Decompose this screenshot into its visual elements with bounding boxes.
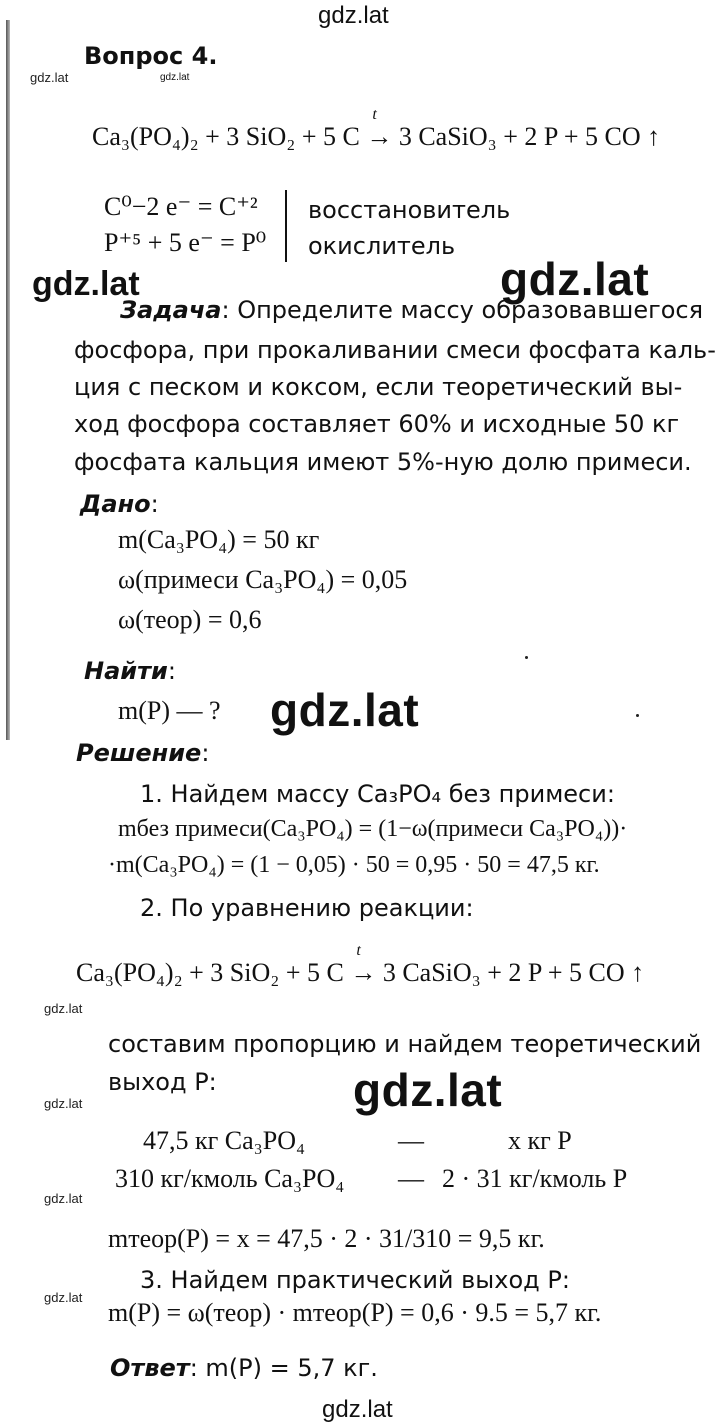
- given-line: m(Ca₃PO₄) = 50 кг: [118, 525, 320, 554]
- watermark-small: gdz.lat: [44, 1191, 83, 1206]
- task-label: Задача: [120, 296, 222, 324]
- watermark-large: gdz.lat: [32, 265, 140, 303]
- proportion-left: 47,5 кг Ca₃PO₄: [143, 1126, 306, 1155]
- stray-mark: [525, 656, 528, 659]
- task-line: ция с песком и коксом, если теоретический вы-: [74, 373, 683, 401]
- solution-text: составим пропорцию и найдем теоретический: [108, 1030, 702, 1058]
- given-heading: Дано:: [80, 490, 159, 518]
- redox-line-2: P⁺⁵ + 5 e⁻ = P⁰: [104, 228, 267, 257]
- watermark-large: gdz.lat: [500, 253, 650, 305]
- theoretical-yield-eq: mтеор(P) = x = 47,5 · 2 · 31/310 = 9,5 кг.: [108, 1224, 545, 1253]
- proportion-dash: —: [398, 1164, 424, 1193]
- watermark-small: gdz.lat: [44, 1290, 83, 1305]
- watermark-small: gdz.lat: [44, 1096, 83, 1111]
- task-line-1: Задача: Определите массу образовавшегося: [120, 296, 704, 324]
- solution-step-3: 3. Найдем практический выход P:: [140, 1266, 570, 1294]
- proportion-right: 2 · 31 кг/кмоль P: [442, 1164, 628, 1193]
- solution-step-2: 2. По уравнению реакции:: [140, 894, 474, 922]
- redox-role-1: восстановитель: [308, 196, 511, 224]
- solution-text: выход P:: [108, 1068, 217, 1096]
- watermark-top: gdz.lat: [318, 2, 389, 29]
- given-line: ω(теор) = 0,6: [118, 605, 262, 634]
- answer-line: Ответ: m(P) = 5,7 кг.: [110, 1354, 378, 1382]
- proportion-right: x кг P: [508, 1126, 572, 1155]
- proportion-left: 310 кг/кмоль Ca₃PO₄: [115, 1164, 345, 1193]
- given-line: ω(примеси Ca₃PO₄) = 0,05: [118, 565, 408, 594]
- watermark-small: gdz.lat: [44, 1001, 83, 1016]
- practical-yield-eq: m(P) = ω(теор) · mтеор(P) = 0,6 · 9.5 = 5,7 кг.: [108, 1298, 602, 1327]
- find-heading: Найти:: [84, 657, 176, 685]
- task-line: ход фосфора составляет 60% и исходные 50 кг: [74, 410, 680, 438]
- watermark-small: gdz.lat: [30, 70, 69, 85]
- task-line: фосфора, при прокаливании смеси фосфата каль-: [74, 336, 716, 364]
- watermark-small: gdz.lat: [160, 72, 190, 83]
- stray-mark: [636, 714, 639, 717]
- watermark-large: gdz.lat: [270, 684, 420, 736]
- question-title: Вопрос 4.: [84, 42, 218, 70]
- reaction-equation: Ca₃(PO₄)₂ + 3 SiO₂ + 5 C → t 3 CaSiO₃ + 2 P + 5 CO ↑: [76, 942, 645, 987]
- solution-step-1: 1. Найдем массу Ca₃PO₄ без примеси:: [140, 780, 615, 808]
- redox-line-1: C⁰−2 e⁻ = C⁺²: [104, 192, 258, 221]
- reaction-equation: Ca₃(PO₄)₂ + 3 SiO₂ + 5 C → t 3 CaSiO₃ + 2 P + 5 CO ↑: [92, 106, 661, 151]
- solution-eq: mбез примеси(Ca₃PO₄) = (1−ω(примеси Ca₃PO₄))·: [118, 816, 628, 842]
- arrow-icon: → t: [366, 106, 393, 151]
- watermark-large: gdz.lat: [353, 1064, 503, 1116]
- arrow-icon: → t: [350, 942, 377, 987]
- solution-heading: Решение:: [76, 739, 210, 767]
- page-edge: [6, 20, 10, 740]
- watermark-bottom: gdz.lat: [322, 1396, 393, 1423]
- find-line: m(P) — ?: [118, 696, 221, 725]
- redox-divider: [285, 190, 287, 262]
- proportion-dash: —: [398, 1126, 424, 1155]
- solution-eq: ·m(Ca₃PO₄) = (1 − 0,05) · 50 = 0,95 · 50 = 47,5 кг.: [108, 852, 600, 878]
- task-line: фосфата кальция имеют 5%-ную долю примеси.: [74, 448, 692, 476]
- redox-role-2: окислитель: [308, 232, 456, 260]
